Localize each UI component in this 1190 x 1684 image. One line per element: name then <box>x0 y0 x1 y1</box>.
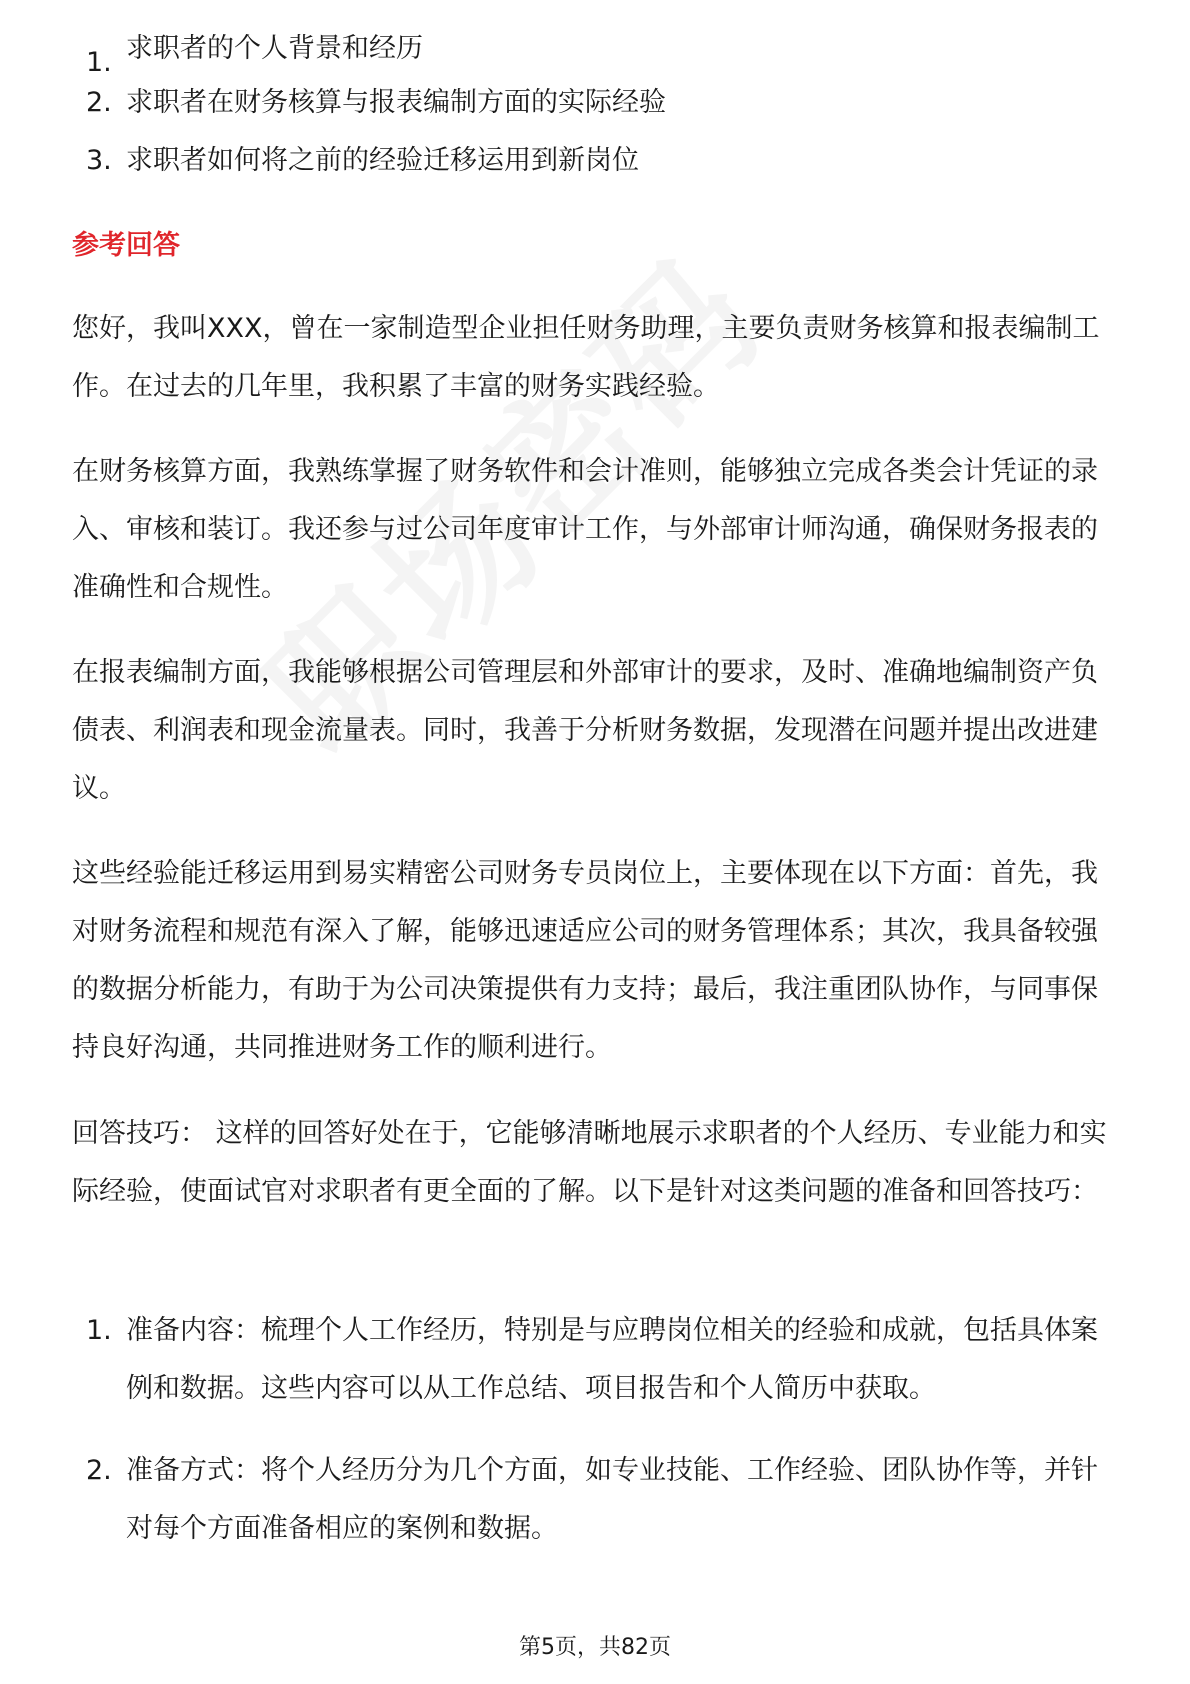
paragraph-accounting: 在财务核算方面，我熟练掌握了财务软件和会计准则，能够独立完成各类会计凭证的录入、审核和装订。我还参与过公司年度审计工作，与外部审计师沟通，确保财务报表的准确性和合规性。 <box>72 456 1098 603</box>
section-title: 参考回答 <box>72 230 180 261</box>
list-number: 1. <box>86 47 112 74</box>
list-item <box>0 1442 1190 1558</box>
list-text: 求职者在财务核算与报表编制方面的实际经验 <box>126 87 666 118</box>
paragraph-tips: 回答技巧： 这样的回答好处在于，它能够清晰地展示求职者的个人经历、专业能力和实际经验，使面试官对求职者有更全面的了解。以下是针对这类问题的准备和回答技巧： <box>72 1118 1107 1207</box>
list-number: 2. <box>86 87 112 118</box>
list-text: 求职者的个人背景和经历 <box>126 34 423 64</box>
list-item <box>0 132 1190 190</box>
list-text: 求职者如何将之前的经验迁移运用到新岗位 <box>126 145 639 176</box>
list-text: 准备方式：将个人经历分为几个方面，如专业技能、工作经验、团队协作等，并针对每个方面准备相应的案例和数据。 <box>126 1455 1098 1544</box>
top-numbered-list <box>0 34 1190 190</box>
list-number: 2. <box>86 1455 112 1486</box>
list-item <box>0 74 1190 132</box>
page-footer: 第5页，共82页 <box>519 1635 671 1660</box>
tips-numbered-list <box>0 1302 1190 1558</box>
list-number: 1. <box>86 1315 112 1346</box>
list-text: 准备内容：梳理个人工作经历，特别是与应聘岗位相关的经验和成就，包括具体案例和数据。这些内容可以从工作总结、项目报告和个人简历中获取。 <box>126 1315 1098 1404</box>
paragraph-reporting: 在报表编制方面，我能够根据公司管理层和外部审计的要求，及时、准确地编制资产负债表、利润表和现金流量表。同时，我善于分析财务数据，发现潜在问题并提出改进建议。 <box>72 657 1098 804</box>
paragraph-transfer: 这些经验能迁移运用到易实精密公司财务专员岗位上，主要体现在以下方面：首先，我对财务流程和规范有深入了解，能够迅速适应公司的财务管理体系；其次，我具备较强的数据分析能力，有助于为公司决策提供有力支持；最后，我注重团队协作，与同事保持良好沟通，共同推进财务工作的顺利进行。 <box>72 858 1098 1063</box>
list-item <box>0 34 1190 74</box>
list-item <box>0 1302 1190 1418</box>
paragraph-intro: 您好，我叫XXX，曾在一家制造型企业担任财务助理，主要负责财务核算和报表编制工作。在过去的几年里，我积累了丰富的财务实践经验。 <box>72 313 1100 402</box>
list-number: 3. <box>86 145 112 176</box>
